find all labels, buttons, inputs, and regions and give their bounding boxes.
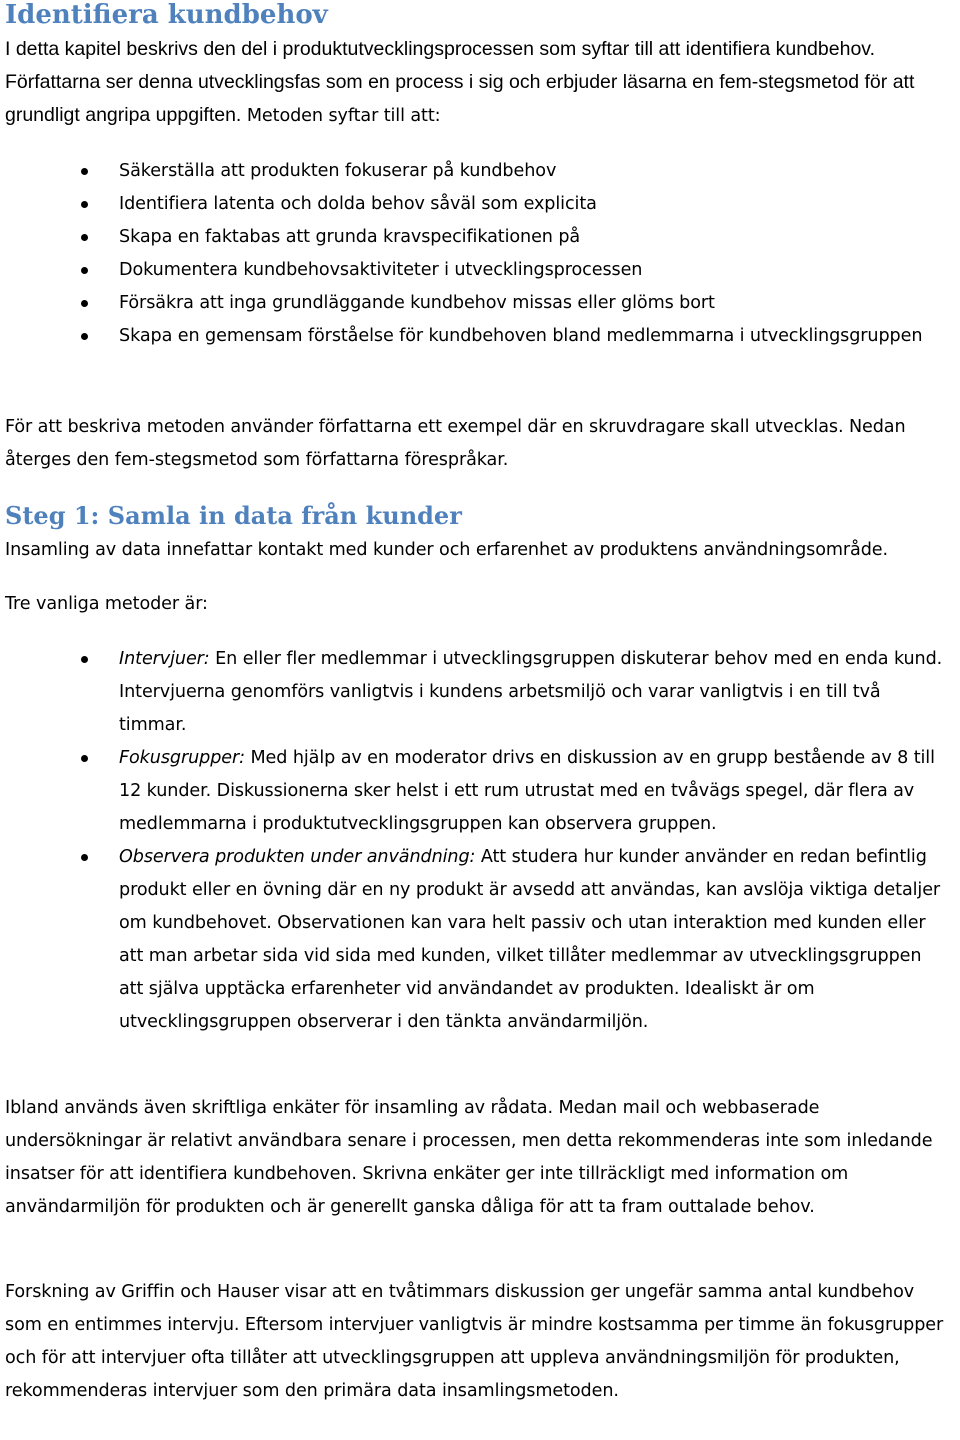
bullet-icon xyxy=(81,300,88,307)
list-item xyxy=(0,841,955,1039)
bullet-icon xyxy=(81,234,88,241)
list-item xyxy=(0,742,955,841)
goal-text: Säkerställa att produkten fokuserar på kundbehov xyxy=(119,161,557,181)
method-term: Fokusgrupper: xyxy=(119,748,245,768)
list-item xyxy=(0,155,955,188)
goal-text: Skapa en gemensam förståelse för kundbehoven bland medlemmarna i utvecklingsgruppen xyxy=(119,326,923,346)
list-item xyxy=(0,287,955,320)
list-item xyxy=(0,254,955,287)
list-item xyxy=(0,320,955,353)
intro-paragraph xyxy=(5,33,953,133)
example-paragraph: För att beskriva metoden använder författarna ett exempel där en skruvdragare skall utvecklas. Nedan återges den fem-stegsmetod som författarna förespråkar. xyxy=(5,417,906,470)
bullet-icon xyxy=(81,333,88,340)
method-text: En eller fler medlemmar i utvecklingsgruppen diskuterar behov med en enda kund. Intervjuerna genomförs vanligtvis i kundens arbetsmiljö och varar vanligtvis i en till två timmar. xyxy=(119,649,943,735)
step1-heading: Steg 1: Samla in data från kunder xyxy=(5,501,462,530)
research-paragraph: Forskning av Griffin och Hauser visar att en tvåtimmars diskussion ger ungefär samma antal kundbehov som en entimmes intervju. Eftersom intervjuer vanligtvis är mindre kostsamma per timme än fokusgrupper och för att intervjuer ofta tillåter att utvecklingsgruppen att uppleva användningsmiljön för produkten, rekommenderas intervjuer som den primära data insamlingsmetoden. xyxy=(5,1282,944,1401)
bullet-icon xyxy=(81,267,88,274)
intro-method-text: Metoden syftar till att: xyxy=(241,106,441,126)
intro-text: I detta kapitel beskrivs den del i produktutvecklingsprocessen som syftar till att identifiera kundbehov. Författarna ser denna utvecklingsfas som en process i sig och erbjuder läsarna en fem-stegsmetod för att grundligt angripa uppgiften. xyxy=(5,38,915,126)
bullet-icon xyxy=(81,854,88,861)
methods-intro: Tre vanliga metoder är: xyxy=(5,594,208,614)
bullet-icon xyxy=(81,755,88,762)
goal-text: Dokumentera kundbehovsaktiviteter i utvecklingsprocessen xyxy=(119,260,643,280)
step1-description: Insamling av data innefattar kontakt med kunder och erfarenhet av produktens användningsområde. xyxy=(5,540,889,560)
bullet-icon xyxy=(81,168,88,175)
method-text: Med hjälp av en moderator drivs en diskussion av en grupp bestående av 8 till 12 kunder. Diskussionerna sker helst i ett rum utrustat med en tvåvägs spegel, där flera av medlemmarna i produktutvecklingsgruppen kan observera gruppen. xyxy=(119,748,935,834)
method-term: Observera produkten under användning: xyxy=(119,847,476,867)
goals-list xyxy=(0,155,955,353)
survey-paragraph: Ibland används även skriftliga enkäter för insamling av rådata. Medan mail och webbaserade undersökningar är relativt användbara senare i processen, men detta rekommenderas inte som inledande insatser för att identifiera kundbehoven. Skrivna enkäter ger inte tillräckligt med information om användarmiljön för produkten och är generellt ganska dåliga för att ta fram outtalade behov. xyxy=(5,1098,933,1217)
list-item xyxy=(0,221,955,254)
goal-text: Identifiera latenta och dolda behov såväl som explicita xyxy=(119,194,597,214)
method-term: Intervjuer: xyxy=(119,649,210,669)
methods-list xyxy=(0,643,955,1039)
chapter-title: Identifiera kundbehov xyxy=(5,0,328,30)
goal-text: Försäkra att inga grundläggande kundbehov missas eller glöms bort xyxy=(119,293,715,313)
list-item xyxy=(0,188,955,221)
method-text: Att studera hur kunder använder en redan befintlig produkt eller en övning där en ny produkt är avsedd att användas, kan avslöja viktiga detaljer om kundbehovet. Observationen kan vara helt passiv och utan interaktion med kunden eller att man arbetar sida vid sida med kunden, vilket tillåter medlemmar av utvecklingsgruppen att själva upptäcka erfarenheter vid användandet av produkten. Idealiskt är om utvecklingsgruppen observerar i den tänkta användarmiljön. xyxy=(119,847,941,1032)
bullet-icon xyxy=(81,656,88,663)
bullet-icon xyxy=(81,201,88,208)
goal-text: Skapa en faktabas att grunda kravspecifikationen på xyxy=(119,227,581,247)
list-item xyxy=(0,643,955,742)
